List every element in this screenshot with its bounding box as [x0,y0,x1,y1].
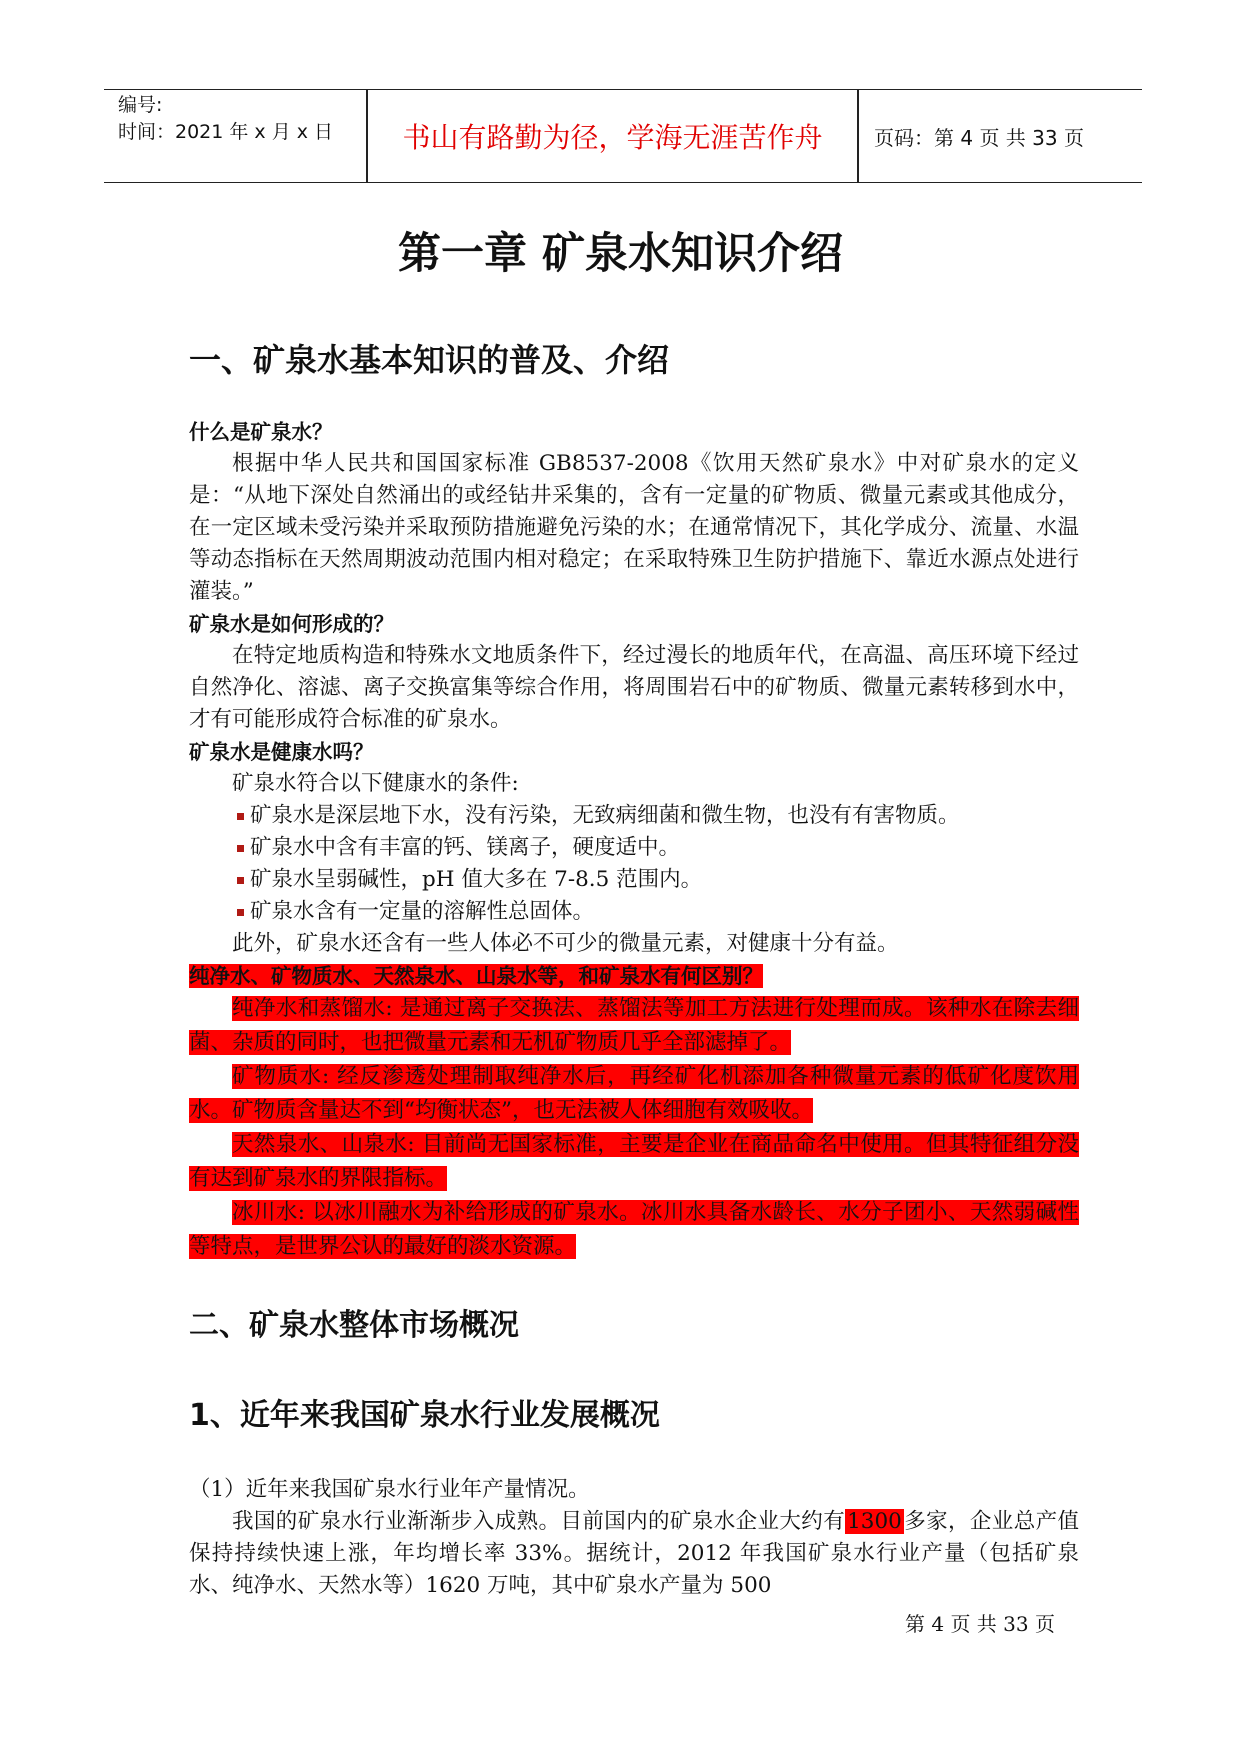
paragraph: 此外，矿泉水还含有一些人体必不可少的微量元素，对健康十分有益。 [232,931,899,956]
highlighted-number: 1300 [847,1509,902,1534]
section1-body [189,416,1079,1264]
header-number-label: 编号: [118,94,163,116]
bullet-icon [237,877,244,884]
header-time-label: 时间：2021 年 x 月 x 日 [118,121,334,143]
header-meta [118,92,333,146]
highlighted-paragraph: 冰川水: 以冰川融水为补给形成的矿泉水。冰川水具备水龄长、水分子团小、天然弱碱性等特点，是世界公认的最好的淡水资源。 [189,1200,1079,1259]
list-item: 矿泉水含有一定量的溶解性总固体。 [189,896,1079,928]
list-item: 矿泉水是深层地下水，没有污染，无致病细菌和微生物，也没有有害物质。 [189,800,1079,832]
list-item: 矿泉水中含有丰富的钙、镁离子，硬度适中。 [189,832,1079,864]
question-heading: 矿泉水是如何形成的？ [189,612,394,636]
section1-title: 一、矿泉水基本知识的普及、介绍 [189,341,670,379]
header-divider [857,90,859,182]
section2-1-title: 1、近年来我国矿泉水行业发展概况 [189,1398,660,1433]
section2-title: 二、矿泉水整体市场概况 [189,1308,519,1343]
highlighted-paragraph: 矿物质水: 经反渗透处理制取纯净水后，再经矿化机添加各种微量元素的低矿化度饮用水。矿物质含量达不到“均衡状态”，也无法被人体细胞有效吸收。 [189,1064,1079,1123]
section2-body [189,1474,1079,1602]
highlighted-paragraph: 纯净水和蒸馏水: 是通过离子交换法、蒸馏法等加工方法进行处理而成。该种水在除去细菌、杂质的同时，也把微量元素和无机矿物质几乎全部滤掉了。 [189,996,1079,1055]
header-motto: 书山有路勤为径，学海无涯苦作舟 [402,121,823,154]
bullet-icon [237,813,244,820]
bullet-icon [237,845,244,852]
question-heading: 矿泉水是健康水吗？ [189,740,374,764]
paragraph: 矿泉水符合以下健康水的条件: [232,771,519,796]
bullet-icon [237,909,244,916]
paragraph: 在特定地质构造和特殊水文地质条件下，经过漫长的地质年代，在高温、高压环境下经过自然净化、溶滤、离子交换富集等综合作用，将周围岩石中的矿物质、微量元素转移到水中，才有可能形成符合标准的矿泉水。 [189,643,1079,732]
highlighted-paragraph: 天然泉水、山泉水: 目前尚无国家标准，主要是企业在商品命名中使用。但其特征组分没有达到矿泉水的界限指标。 [189,1132,1079,1191]
header-page-info: 页码：第 4 页 共 33 页 [874,125,1084,150]
list-item: 矿泉水呈弱碱性，pH 值大多在 7-8.5 范围内。 [189,864,1079,896]
page-footer: 第 4 页 共 33 页 [905,1612,1055,1636]
question-heading: 什么是矿泉水？ [189,420,333,444]
question-heading-highlighted: 纯净水、矿物质水、天然泉水、山泉水等，和矿泉水有何区别？ [189,964,763,988]
paragraph: 我国的矿泉水行业渐渐步入成熟。目前国内的矿泉水企业大约有1300多家，企业总产值保持持续快速上涨，年均增长率 33%。据统计，2012 年我国矿泉水行业产量（包括矿泉水、纯净水、天然水等）1620 万吨，其中矿泉水产量为 500 [189,1509,1079,1598]
sub-heading: （1）近年来我国矿泉水行业年产量情况。 [189,1477,590,1502]
chapter-title: 第一章 矿泉水知识介绍 [398,229,843,279]
paragraph: 根据中华人民共和国国家标准 GB8537-2008《饮用天然矿泉水》中对矿泉水的定义是：“从地下深处自然涌出的或经钻井采集的，含有一定量的矿物质、微量元素或其他成分，在一定区域未受污染并采取预防措施避免污染的水；在通常情况下，其化学成分、流量、水温等动态指标在天然周期波动范围内相对稳定；在采取特殊卫生防护措施下、靠近水源点处进行灌装。” [189,451,1079,604]
page-header [104,89,1142,183]
